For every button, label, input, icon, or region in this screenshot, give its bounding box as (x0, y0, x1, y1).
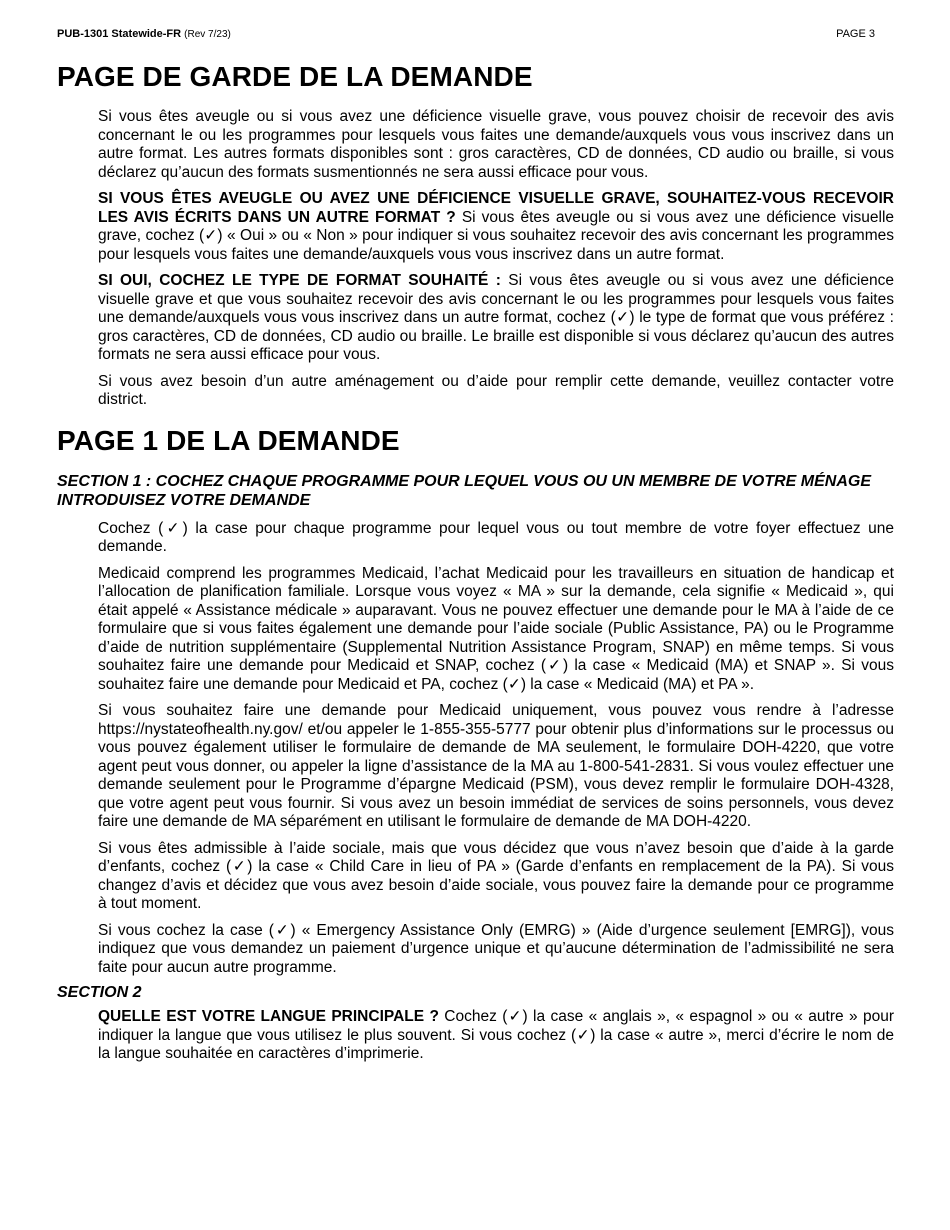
format-type-title: SI OUI, COCHEZ LE TYPE DE FORMAT SOUHAITÉ : (98, 272, 501, 289)
cover-page-title: PAGE DE GARDE DE LA DEMANDE (57, 61, 533, 92)
format-type-text: Si vous êtes aveugle ou si vous avez une déficience visuelle grave et que vous souhaitez recevoir des avis concernant le ou les programmes pour lesquels vous faites une demande/auxquels vous vous inscrivez dans un autre format, cochez (✓) le type de format que vous préférez : gros caractères, CD de données, CD audio ou braille. Le braille est disponible si vous déclarez qu’aucun des autres formats ne sera aussi efficace pour vous. (98, 272, 894, 363)
cover-paragraph-1: Si vous êtes aveugle ou si vous avez une déficience visuelle grave, vous pouvez choisir de recevoir des avis concernant le ou les programmes pour lesquels vous faites une demande/auxquels vous vous inscrivez dans un autre format. Les autres formats disponibles sont : gros caractères, CD de données, CD audio ou braille, si vous déclarez qu’aucun des formats susmentionnés ne sera aussi efficace pour vous. (98, 108, 894, 181)
section-2-paragraph-language (98, 1008, 894, 1064)
cover-page-body (98, 108, 894, 410)
section-1-paragraph-5: Si vous cochez la case (✓) « Emergency Assistance Only (EMRG) » (Aide d’urgence seulement [EMRG]), vous indiquez que vous demandez un paiement d’urgence unique et qu’aucune détermination de l’admissibilité ne sera faite pour aucun autre programme. (98, 921, 894, 976)
form-revision: (Rev 7/23) (184, 29, 231, 40)
language-question-title: QUELLE EST VOTRE LANGUE PRINCIPALE ? (98, 1008, 439, 1025)
section-2-title: SECTION 2 (57, 984, 142, 1001)
section-1-paragraph-1: Cochez (✓) la case pour chaque programme pour lequel vous ou tout membre de votre foyer effectuez une demande. (98, 519, 894, 555)
section-1-paragraph-4: Si vous êtes admissible à l’aide sociale, mais que vous décidez que vous n’avez besoin que d’aide à la garde d’enfants, cochez (✓) la case « Child Care in lieu of PA » (Garde d’enfants en remplacement de la PA). Si vous changez d’avis et décidez que vous avez besoin d’aide sociale, vous pouvez faire la demande pour ce programme à tout moment. (98, 839, 894, 912)
section-1-paragraph-3: Si vous souhaitez faire une demande pour Medicaid uniquement, vous pouvez vous rendre à l’adresse https://nystateofhealth.ny.gov/ et/ou appeler le 1-855-355-5777 pour obtenir plus d’informations sur le processus ou vous pouvez également utiliser le formulaire de demande de MA seulement, le formulaire DOH-4220, que votre agent peut vous donner, ou appeler la ligne d’assistance de la MA au 1-800-541-2831. Si vous voulez effectuer une demande seulement pour le Programme d’épargne Medicaid (PSM), vous devez remplir le formulaire DOH-4328, que votre agent peut vous fournir. Si vous avez un besoin immédiat de services de soins personnels, vous devez faire une demande de MA séparément en utilisant le formulaire de demande de MA DOH-4220. (98, 702, 894, 830)
form-identifier (57, 28, 231, 40)
section-1-title: SECTION 1 : COCHEZ CHAQUE PROGRAMME POUR LEQUEL VOUS OU UN MEMBRE DE VOTRE MÉNAGE INTRODUISEZ VOTRE DEMANDE (57, 472, 871, 509)
section-1-paragraph-2: Medicaid comprend les programmes Medicaid, l’achat Medicaid pour les travailleurs en situation de handicap et l’allocation de planification familiale. Lorsque vous voyez « MA » sur la demande, cela signifie « Medicaid », qui était appelé « Assistance médicale » auparavant. Vous ne pouvez effectuer une demande pour le MA à l’aide de ce formulaire que si vous faites également une demande pour l’aide sociale (Public Assistance, PA) ou le Programme d’aide de nutrition supplémentaire (Supplemental Nutrition Assistance Program, SNAP) en même temps. Si vous souhaitez faire une demande pour Medicaid et SNAP, cochez (✓) la case « Medicaid (MA) et SNAP ». Si vous souhaitez faire une demande pour Medicaid et PA, cochez (✓) la case « Medicaid (MA) et PA ». (98, 564, 894, 693)
application-page-1-title: PAGE 1 DE LA DEMANDE (57, 424, 400, 456)
form-id: PUB-1301 Statewide-FR (57, 28, 182, 40)
section-1-body (98, 520, 894, 978)
cover-paragraph-format-question (98, 190, 894, 264)
page-content (57, 60, 894, 1064)
cover-paragraph-contact: Si vous avez besoin d’un autre aménagement ou d’aide pour remplir cette demande, veuillez contacter votre district. (98, 372, 894, 408)
section-2-body (98, 1008, 894, 1064)
language-question-text: Cochez (✓) la case « anglais », « espagnol » ou « autre » pour indiquer la langue que vous utilisez le plus souvent. Si vous cochez (✓) la case « autre », merci d’écrire le nom de la langue souhaitée en caractères d’imprimerie. (98, 1008, 895, 1062)
format-question-title: SI VOUS ÊTES AVEUGLE OU AVEZ UNE DÉFICIENCE VISUELLE GRAVE, SOUHAITEZ-VOUS RECEVOIR LES AVIS ÉCRITS DANS UN AUTRE FORMAT ? (98, 190, 894, 226)
page-number: PAGE 3 (836, 28, 875, 40)
format-question-text: Si vous êtes aveugle ou si vous avez une déficience visuelle grave, cochez (✓) « Oui » ou « Non » pour indiquer si vous souhaitez recevoir des avis concernant les programmes pour lesquels vous faites une demande/auxquels vous vous inscrivez dans un autre format. (98, 208, 895, 263)
cover-paragraph-format-type (98, 272, 894, 365)
